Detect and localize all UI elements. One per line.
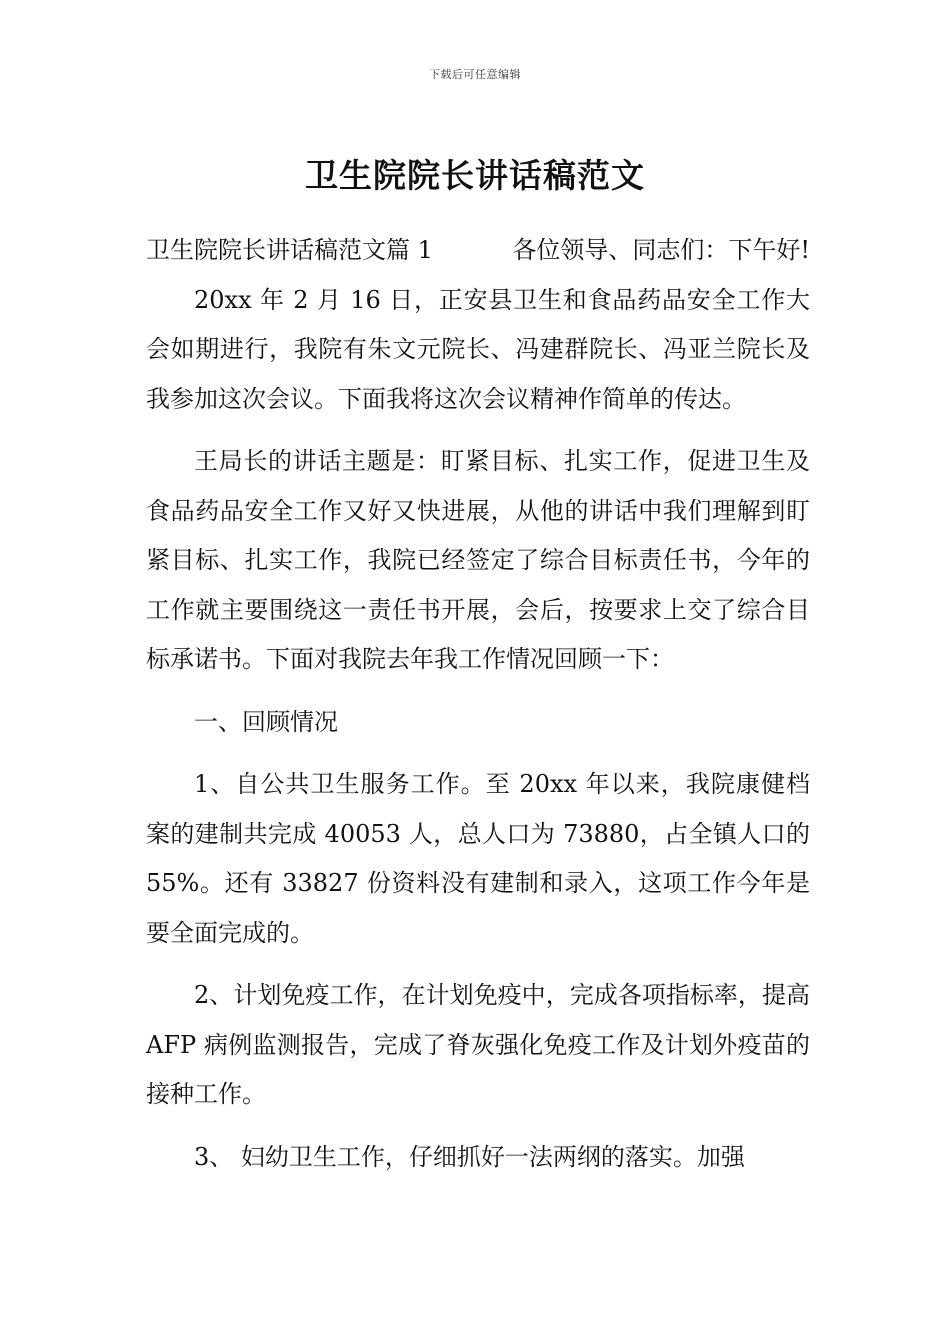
paragraph-meeting: 20xx 年 2 月 16 日，正安县卫生和食品药品安全工作大会如期进行，我院有朱文元院长、冯建群院长、冯亚兰院长及我参加这次会议。下面我将这次会议精神作简单的传达。 bbox=[146, 285, 810, 413]
paragraph-public-health: 1、自公共卫生服务工作。至 20xx 年以来，我院康健档案的建制共完成 40053 人，总人口为 73880，占全镇人口的 55%。还有 33827 份资料没有建制和录入，这项工作今年是要全面完成的。 bbox=[146, 770, 810, 947]
header-note: 下载后可任意编辑 bbox=[429, 68, 521, 81]
section-label: 卫生院院长讲话稿范文篇 1 bbox=[146, 236, 433, 264]
paragraph-maternal-child: 3、 妇幼卫生工作，仔细抓好一法两纲的落实。加强 bbox=[194, 1142, 745, 1171]
greeting: 各位领导、同志们：下午好! bbox=[512, 236, 810, 264]
paragraph-speech-theme: 王局长的讲话主题是：盯紧目标、扎实工作，促进卫生及食品药品安全工作又好又快进展，从他的讲话中我们理解到盯紧目标、扎实工作，我院已经签定了综合目标责任书，今年的工作就主要围绕这一责任书开展，会后，按要求上交了综合目标承诺书。下面对我院去年我工作情况回顾一下： bbox=[146, 447, 810, 673]
section-heading-review: 一、回顾情况 bbox=[194, 707, 338, 736]
paragraph-immunization: 2、计划免疫工作，在计划免疫中，完成各项指标率，提高 AFP 病例监测报告，完成了脊灰强化免疫工作及计划外疫苗的接种工作。 bbox=[146, 981, 810, 1108]
intro-line bbox=[146, 226, 810, 276]
document-title: 卫生院院长讲话稿范文 bbox=[305, 156, 645, 196]
document-body bbox=[146, 226, 810, 1182]
